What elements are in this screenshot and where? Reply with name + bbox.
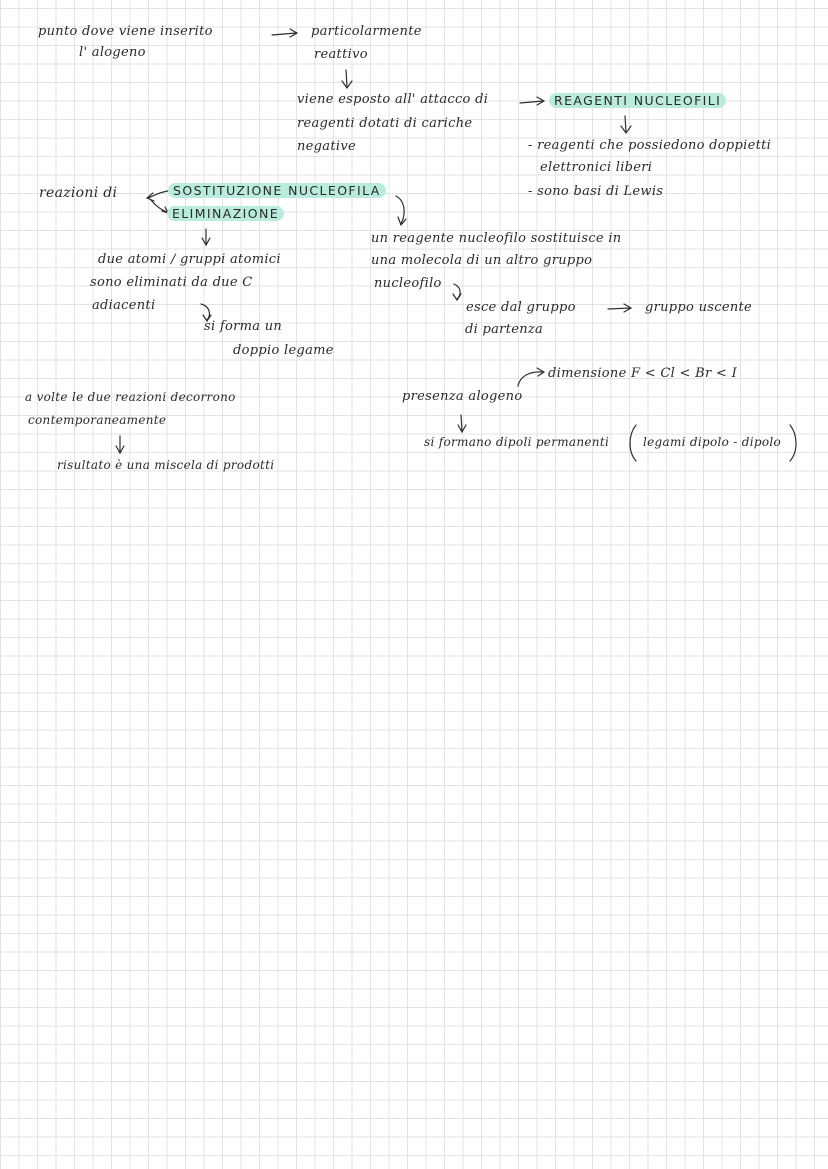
- note-line: reazioni di: [39, 185, 118, 201]
- note-line: si formano dipoli permanenti: [424, 435, 610, 449]
- arrow-down-icon: [458, 415, 466, 432]
- note-line: viene esposto all' attacco di: [297, 92, 489, 107]
- note-line: nucleofilo: [374, 276, 442, 291]
- note-line: a volte le due reazioni decorrono: [25, 390, 236, 404]
- arrow-right-icon: [608, 304, 631, 312]
- note-line: reagenti dotati di cariche: [297, 116, 473, 131]
- note-line: doppio legame: [233, 343, 334, 358]
- note-line: dimensione F < Cl < Br < I: [548, 366, 738, 381]
- curved-arrow-icon: [396, 196, 406, 225]
- note-line: l' alogeno: [79, 45, 146, 60]
- open-paren-icon: [630, 425, 636, 461]
- note-line: sono eliminati da due C: [90, 275, 253, 290]
- note-line: di partenza: [465, 322, 544, 337]
- note-line: si forma un: [204, 319, 283, 334]
- arrow-down-icon: [342, 70, 352, 88]
- arrow-down-icon: [116, 436, 124, 453]
- curved-arrow-icon: [518, 368, 544, 386]
- note-line: contemporaneamente: [28, 413, 167, 427]
- note-line: - reagenti che possiedono doppietti: [528, 138, 772, 153]
- highlighted-heading: SOSTITUZIONE NUCLEOFILA: [168, 183, 386, 198]
- arrow-right-icon: [520, 97, 544, 105]
- note-line: legami dipolo - dipolo: [643, 435, 782, 449]
- note-line: adiacenti: [92, 298, 156, 313]
- highlighted-heading: REAGENTI NUCLEOFILI: [549, 93, 726, 108]
- note-line: particolarmente: [311, 24, 422, 39]
- note-line: punto dove viene inserito: [38, 24, 213, 39]
- close-paren-icon: [790, 425, 796, 461]
- highlighted-heading: ELIMINAZIONE: [167, 206, 284, 221]
- arrow-down-icon: [621, 116, 631, 133]
- note-line: reattivo: [314, 47, 368, 62]
- branch-arrow-icon: [147, 191, 168, 213]
- arrow-right-icon: [272, 29, 297, 37]
- note-line: esce dal gruppo: [466, 300, 576, 315]
- note-line: - sono basi di Lewis: [528, 184, 664, 199]
- arrow-down-icon: [202, 229, 210, 245]
- note-line: risultato è una miscela di prodotti: [57, 458, 275, 472]
- note-line: elettronici liberi: [540, 160, 653, 175]
- note-line: negative: [297, 139, 356, 154]
- note-line: un reagente nucleofilo sostituisce in: [371, 231, 622, 246]
- note-line: due atomi / gruppi atomici: [98, 252, 281, 267]
- note-line: una molecola di un altro gruppo: [371, 253, 593, 268]
- note-line: gruppo uscente: [645, 300, 753, 315]
- curved-arrow-icon: [453, 284, 461, 300]
- note-line: presenza alogeno: [402, 389, 523, 404]
